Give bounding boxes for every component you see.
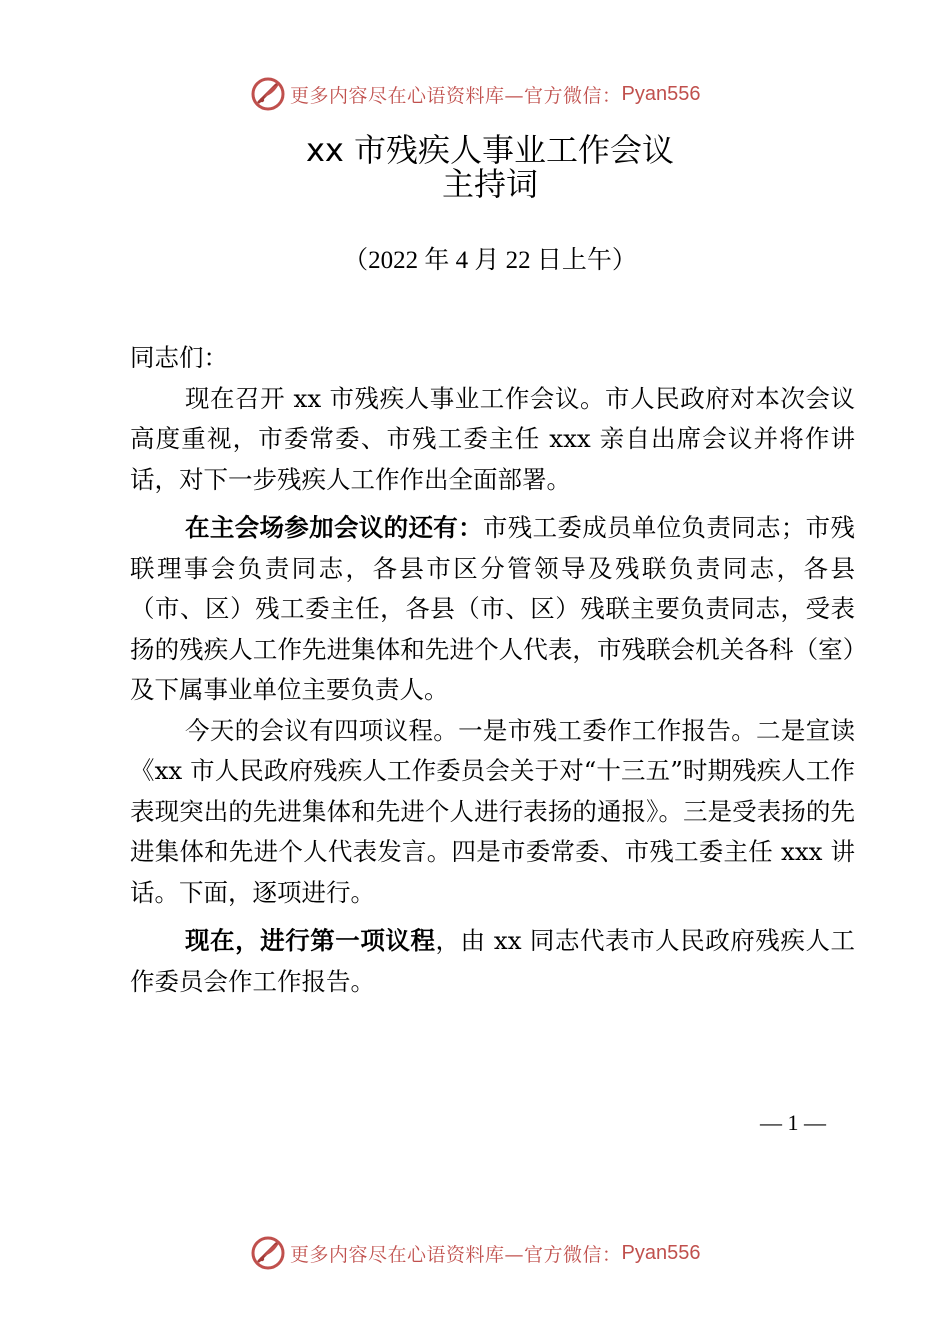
paragraph-2-heading: 在主会场参加会议的还有： <box>185 513 483 542</box>
paragraph-2 <box>130 508 855 711</box>
watermark-wechat-id: Pyan556 <box>621 1241 701 1264</box>
paragraph-2-text: 市残工委成员单位负责同志；市残联理事会负责同志，各县市区分管领导及残联负责同志，各县（市、区）残工委主任，各县（市、区）残联主要负责同志，受表扬的残疾人工作先进集体和先进个人代表，市残联会机关各科（室）及下属事业单位主要负责人。 <box>130 513 855 704</box>
document-title-line-2: 主持词 <box>441 165 538 203</box>
page-number: — 1 — <box>760 1110 826 1135</box>
paragraph-4-text: ，由 xx 同志代表市人民政府残疾人工作委员会作工作报告。 <box>130 926 855 996</box>
paragraph-4-heading: 现在，进行第一项议程 <box>185 926 436 955</box>
paragraph-3: 今天的会议有四项议程。一是市残工委作工作报告。二是宣读《xx 市人民政府残疾人工作委员会关于对“十三五”时期残疾人工作表现突出的先进集体和先进个人进行表扬的通报》。三是受表扬的先进集体和先进个人代表发言。四是市委常委、市残工委主任 xxx 讲话。下面，逐项进行。 <box>130 715 855 907</box>
document-title-line-1: xx 市残疾人事业工作会议 <box>305 131 675 169</box>
quill-logo-icon <box>250 1235 286 1271</box>
watermark-banner-top <box>250 74 770 114</box>
watermark-text: 更多内容尽在心语资料库—官方微信： <box>290 1243 622 1266</box>
watermark-wechat-id: Pyan556 <box>621 82 701 105</box>
watermark-banner-bottom <box>250 1233 770 1273</box>
document-date: （2022 年 4 月 22 日上午） <box>343 247 637 274</box>
greeting: 同志们： <box>130 343 228 372</box>
paragraph-1: 现在召开 xx 市残疾人事业工作会议。市人民政府对本次会议高度重视，市委常委、市残工委主任 xxx 亲自出席会议并将作讲话，对下一步残疾人工作作出全面部署。 <box>130 383 855 494</box>
watermark-text: 更多内容尽在心语资料库—官方微信： <box>290 84 622 107</box>
document-body <box>130 338 855 1002</box>
paragraph-4 <box>130 921 855 1002</box>
quill-logo-icon <box>250 76 286 112</box>
